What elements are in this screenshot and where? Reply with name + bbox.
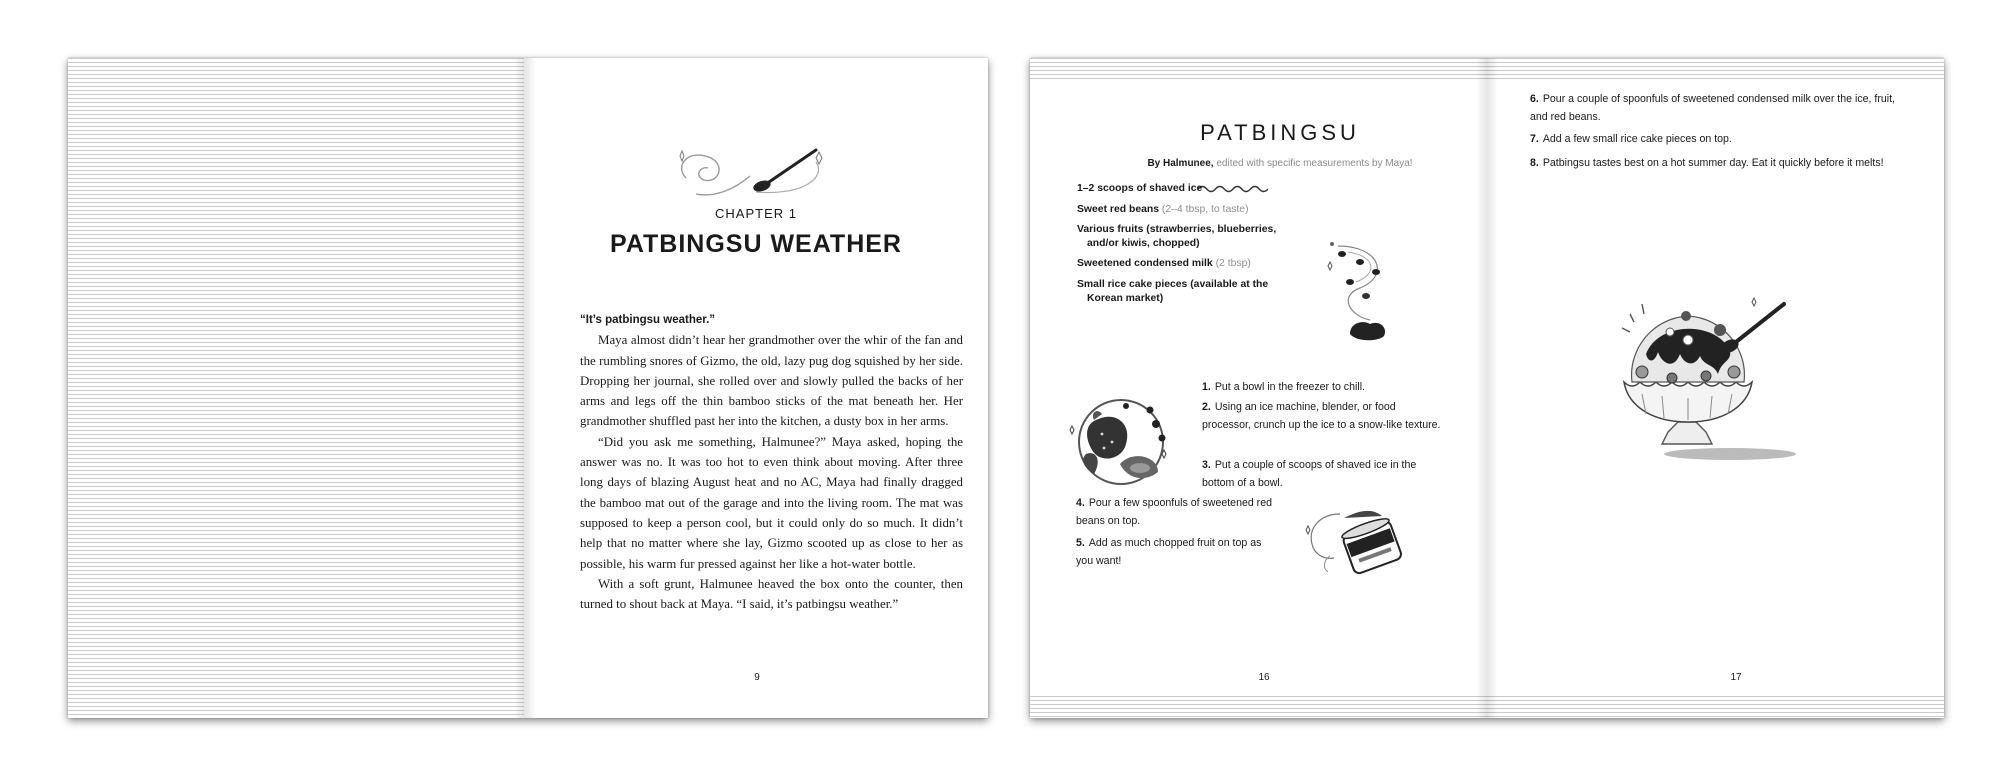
condensed-milk-can-icon [1300,504,1406,578]
book-gutter [1476,58,1498,718]
recipe-step: 6. Pour a couple of spoonfuls of sweetened condensed milk over the ice, fruit, and red beans. [1530,93,1895,124]
ingredient-item: Small rice cake pieces (available at the Korean market) [1077,278,1269,304]
story-paragraph: “It’s patbingsu weather.” [580,314,716,326]
author-note: edited with specific measurements by Maya! [1213,158,1413,169]
story-paragraph: Maya almost didn’t hear her grandmother over the whir of the fan and the rumbling snores of Gizmo, the old, lazy pug dog squished by her side. Dropping her journal, she rolled over and slowly pulled the backs of her arms and legs off the thin bamboo sticks of the mat beneath her. Her grandmother shuffled past her into the kitchen, a dusty box in her arms. [580,333,963,429]
story-paragraph: “Did you ask me something, Halmunee?” Maya asked, hoping the answer was no. It was too hot to even think about moving. After three long days of blazing August heat and no AC, Maya had finally dragged the bamboo mat out of the garage and into the living room. The mat was supposed to keep a person cool, but it could only do so much. It didn’t help that no matter where she lay, Gizmo scooted up as close to her as possible, his warm fur pressed against her like a hot-water bottle. [580,434,963,571]
ingredients-list [1077,182,1292,312]
story-text [580,310,963,614]
patbingsu-bowl-icon [1602,294,1802,464]
recipe-step: 8. Patbingsu tastes best on a hot summer day. Eat it quickly before it melts! [1530,157,1884,169]
book-gutter [514,58,536,718]
page-number: 17 [1730,672,1742,683]
spoon-swirl-icon [666,136,866,206]
author-name: By Halmunee, [1147,158,1214,169]
recipe-title: PATBINGSU [1200,120,1360,145]
ingredient-item: Sweet red beans (2–4 tbsp, to taste) [1077,203,1249,215]
page-number: 16 [1258,672,1270,683]
recipe-step: 7. Add a few small rice cake pieces on top. [1530,133,1732,145]
right-book-spread [1030,58,1944,718]
recipe-step: 2. Using an ice machine, blender, or food processor, crunch up the ice to a snow-like texture. [1202,401,1441,432]
ingredient-item: 1–2 scoops of shaved ice [1077,183,1203,194]
ingredient-item: Various fruits (strawberries, blueberries, and/or kiwis, chopped) [1077,224,1277,249]
left-book-spread [68,58,988,718]
page-number: 9 [754,672,760,683]
recipe-step: 3. Put a couple of scoops of shaved ice in the bottom of a bowl. [1202,459,1417,490]
chapter-title: PATBINGSU WEATHER [610,230,902,258]
recipe-step: 5. Add as much chopped fruit on top as you want! [1076,537,1262,568]
red-beans-icon [1320,236,1402,348]
story-paragraph: With a soft grunt, Halmunee heaved the box onto the counter, then turned to shout back at Maya. “I said, it’s patbingsu weather.” [580,576,963,612]
ingredient-item: Sweetened condensed milk (2 tbsp) [1077,258,1251,270]
recipe-author [1100,158,1460,169]
recipe-step: 4. Pour a few spoonfuls of sweetened red beans on top. [1076,497,1272,528]
blank-lined-page [68,58,524,718]
chapter-label: CHAPTER 1 [715,206,797,221]
fruit-wreath-icon [1066,384,1176,504]
recipe-step: 1. Put a bowl in the freezer to chill. [1202,381,1365,393]
